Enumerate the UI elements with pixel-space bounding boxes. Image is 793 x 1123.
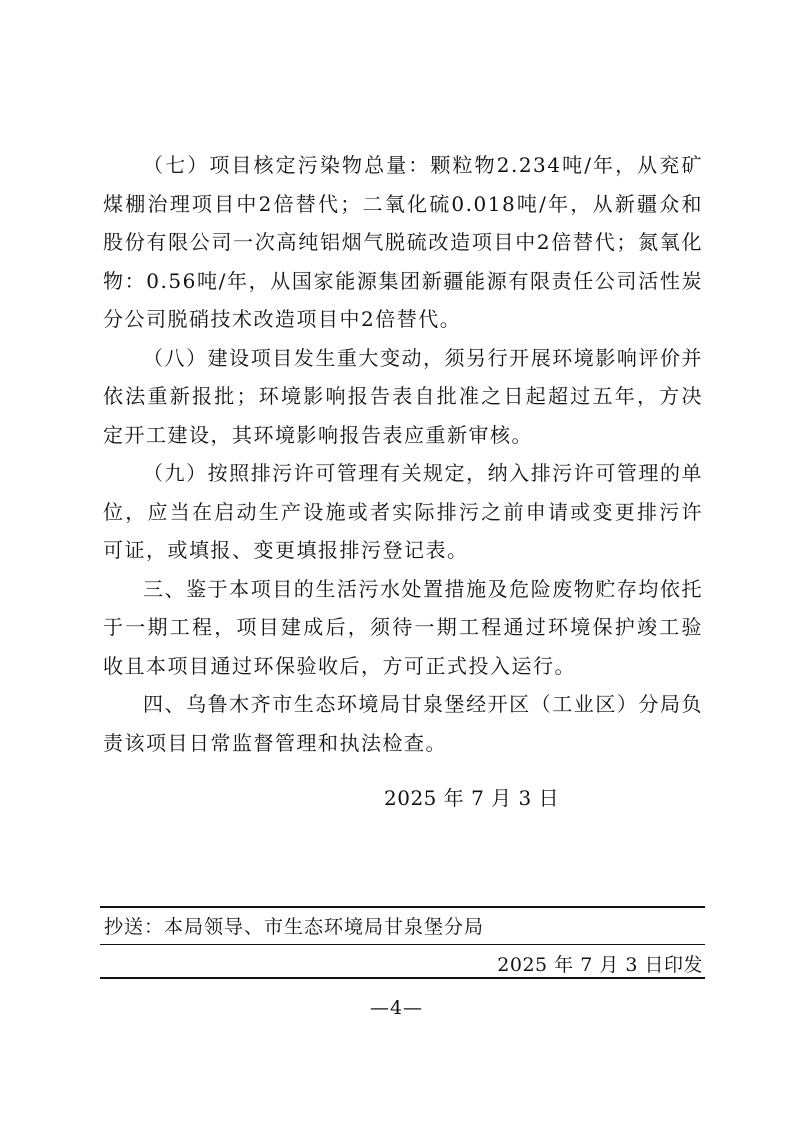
cc-line: 抄送：本局领导、市生态环境局甘泉堡分局 xyxy=(104,916,485,938)
footer-top-rule xyxy=(100,906,705,908)
paragraph-discharge-permit: （九）按照排污许可管理有关规定，纳入排污许可管理的单位，应当在启动生产设施或者实际排污之前申请或变更排污许可证，或填报、变更填报排污登记表。 xyxy=(103,461,703,562)
signature-date: 2025 年 7 月 3 日 xyxy=(384,786,560,810)
paragraph-supervision: 四、乌鲁木齐市生态环境局甘泉堡经开区（工业区）分局负责该项目日常监督管理和执法检查。 xyxy=(103,692,703,755)
paragraph-operation-condition: 三、鉴于本项目的生活污水处置措施及危险废物贮存均依托于一期工程，项目建成后，须待一期工程通过环境保护竣工验收且本项目通过环保验收后，方可正式投入运行。 xyxy=(103,576,703,678)
page-number: —4— xyxy=(369,997,424,1019)
footer-middle-rule xyxy=(100,944,705,945)
footer-bottom-rule xyxy=(100,977,705,979)
issue-date: 2025 年 7 月 3 日印发 xyxy=(497,954,703,976)
paragraph-total-pollutants: （七）项目核定污染物总量：颗粒物2.234吨/年，从兖矿煤棚治理项目中2倍替代；二氧化硫0.018吨/年，从新疆众和股份有限公司一次高纯铝烟气脱硫改造项目中2倍替代；氮氧化物：0.56吨/年，从国家能源集团新疆能源有限责任公司活性炭分公司脱硝技术改造项目中2倍替代。 xyxy=(103,153,703,331)
paragraph-major-change: （八）建设项目发生重大变动，须另行开展环境影响评价并依法重新报批；环境影响报告表自批准之日起超过五年，方决定开工建设，其环境影响报告表应重新审核。 xyxy=(103,345,703,447)
document-body xyxy=(103,146,703,762)
